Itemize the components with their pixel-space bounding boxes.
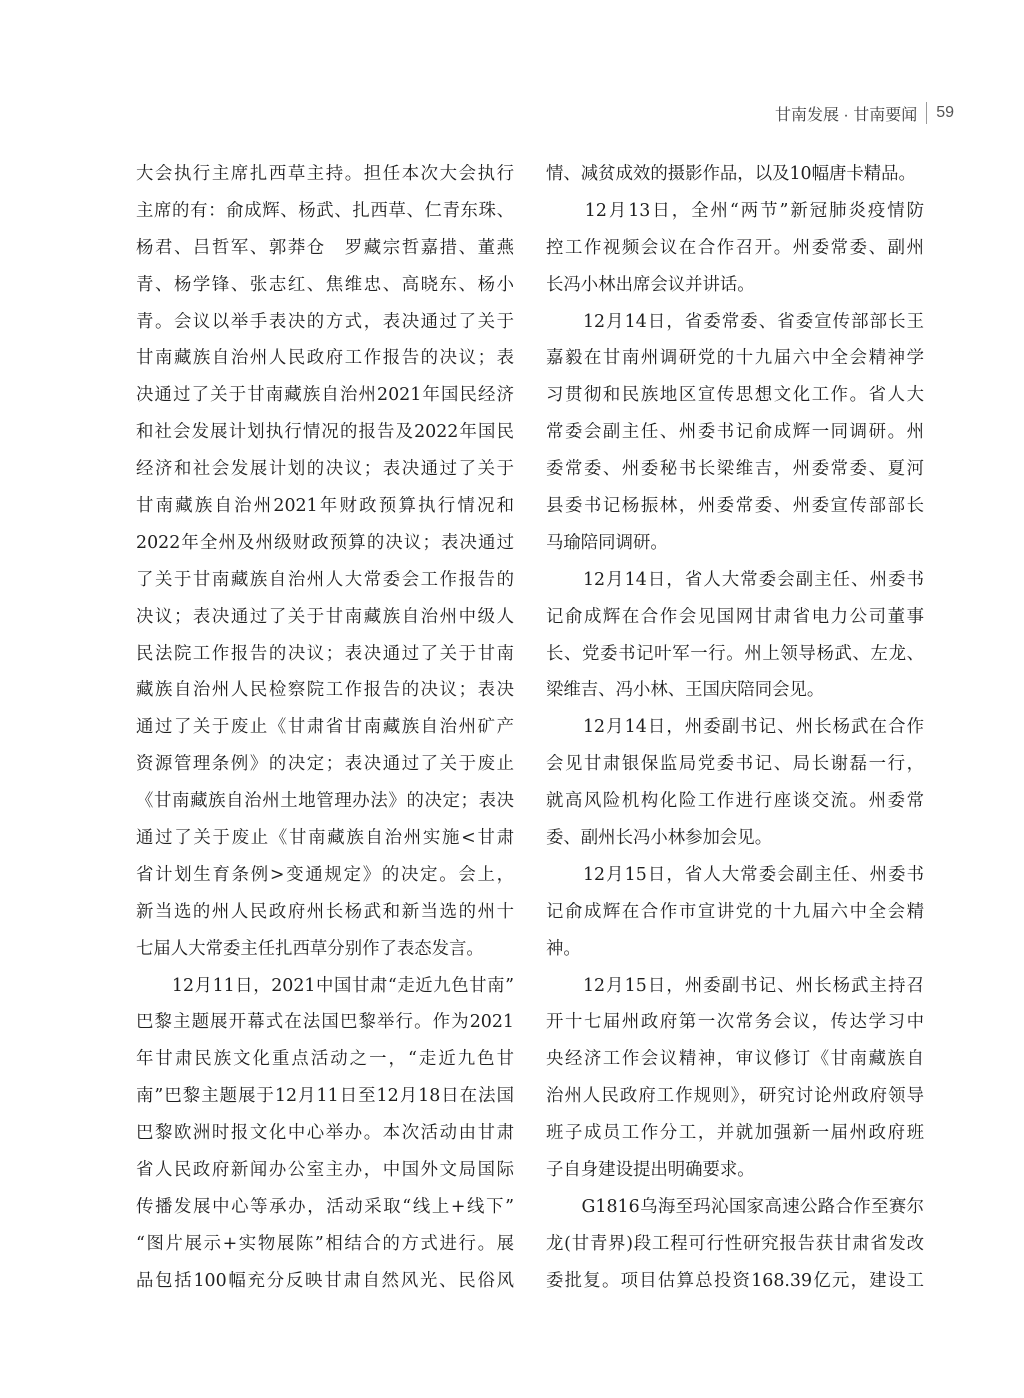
text-line: 民法院工作报告的决议；表决通过了关于甘南 [136,643,514,664]
text-line: 记俞成辉在合作市宣讲党的十九届六中全会精 [546,901,924,922]
text-line: 甘南藏族自治州2021年财政预算执行情况和 [136,496,514,517]
text-line: 经济和社会发展计划的决议；表决通过了关于 [136,459,514,480]
text-line: 就高风险机构化险工作进行座谈交流。州委常 [546,791,924,812]
text-line: 和社会发展计划执行情况的报告及2022年国民 [136,422,514,443]
text-line: 会见甘肃银保监局党委书记、局长谢磊一行， [546,754,924,775]
text-line: 12月11日，2021中国甘肃“走近九色甘南” [136,975,514,996]
text-line: 县委书记杨振林，州委常委、州委宣传部部长 [546,496,924,517]
text-line: 习贯彻和民族地区宣传思想文化工作。省人大 [546,385,924,406]
text-line: 通过了关于废止《甘肃省甘南藏族自治州矿产 [136,717,514,738]
text-line: 年甘肃民族文化重点活动之一，“走近九色甘 [136,1049,514,1070]
text-line: 情、减贫成效的摄影作品，以及10幅唐卡精品。 [546,164,916,184]
text-line: 通过了关于废止《甘南藏族自治州实施<甘肃 [136,828,514,849]
text-line: 12月14日，省委常委、省委宣传部部长王 [546,311,924,332]
text-line: 省人民政府新闻办公室主办，中国外文局国际 [136,1160,514,1181]
text-line: 传播发展中心等承办，活动采取“线上+线下” [136,1196,514,1217]
header-divider [926,102,927,124]
section-title: 甘南发展 · 甘南要闻 [774,106,918,124]
text-line: 马瑜陪同调研。 [546,532,668,553]
text-line: 决议；表决通过了关于甘南藏族自治州中级人 [136,606,514,627]
left-text-column [136,156,514,1300]
text-line: 12月15日，州委副书记、州长杨武主持召 [546,975,924,996]
text-line: 资源管理条例》的决定；表决通过了关于废止 [136,754,514,775]
text-line: 新当选的州人民政府州长杨武和新当选的州十 [136,901,514,922]
text-line: 12月15日，省人大常委会副主任、州委书 [546,864,924,885]
text-line: 巴黎主题展开幕式在法国巴黎举行。作为2021 [136,1012,514,1033]
text-line: 神。 [546,938,581,959]
text-line: 控工作视频会议在合作召开。州委常委、副州 [546,237,924,258]
text-line: 藏族自治州人民检察院工作报告的决议；表决 [136,680,514,701]
text-line: 了关于甘南藏族自治州人大常委会工作报告的 [136,569,514,590]
text-line: 杨君、吕哲军、郭莽仓 罗藏宗哲嘉措、董燕 [136,237,514,258]
text-line: 委、副州长冯小林参加会见。 [546,828,773,849]
text-line: 龙(甘青界)段工程可行性研究报告获甘肃省发改 [546,1233,924,1254]
text-line: 长、党委书记叶军一行。州上领导杨武、左龙、 [546,643,924,664]
text-line: 治州人民政府工作规则》，研究讨论州政府领导 [546,1086,924,1107]
text-line: 省计划生育条例>变通规定》的决定。会上， [136,864,514,885]
text-line: 决通过了关于甘南藏族自治州2021年国民经济 [136,385,514,406]
text-line: “图片展示+实物展陈”相结合的方式进行。展 [136,1233,514,1254]
right-text-column [546,156,924,1300]
text-line: 甘南藏族自治州人民政府工作报告的决议；表 [136,348,514,369]
text-line: 12月14日，省人大常委会副主任、州委书 [546,569,924,590]
text-line: 2022年全州及州级财政预算的决议；表决通过 [136,532,514,553]
page-number: 59 [936,104,954,121]
text-line: 子自身建设提出明确要求。 [546,1160,755,1181]
text-line: 记俞成辉在合作会见国网甘肃省电力公司董事 [546,606,924,627]
text-line: 12月14日，州委副书记、州长杨武在合作 [546,717,924,738]
text-line: G1816乌海至玛沁国家高速公路合作至赛尔 [546,1196,924,1217]
text-line: 大会执行主席扎西草主持。担任本次大会执行 [136,164,514,184]
text-line: 长冯小林出席会议并讲话。 [546,274,755,295]
text-line: 班子成员工作分工，并就加强新一届州政府班 [546,1123,924,1144]
text-line: 品包括100幅充分反映甘肃自然风光、民俗风 [136,1270,514,1291]
text-line: 《甘南藏族自治州土地管理办法》的决定；表决 [136,791,514,812]
text-line: 主席的有：俞成辉、杨武、扎西草、仁青东珠、 [136,200,514,221]
text-line: 常委会副主任、州委书记俞成辉一同调研。州 [546,422,924,443]
text-line: 委批复。项目估算总投资168.39亿元，建设工 [546,1270,924,1291]
text-line: 南”巴黎主题展于12月11日至12月18日在法国 [136,1086,514,1107]
text-line: 青。会议以举手表决的方式，表决通过了关于 [136,311,514,332]
text-line: 巴黎欧洲时报文化中心举办。本次活动由甘肃 [136,1123,514,1144]
text-line: 央经济工作会议精神，审议修订《甘南藏族自 [546,1049,924,1070]
text-line: 梁维吉、冯小林、王国庆陪同会见。 [546,680,825,701]
text-line: 七届人大常委主任扎西草分别作了表态发言。 [136,938,484,959]
text-line: 嘉毅在甘南州调研党的十九届六中全会精神学 [546,348,924,369]
text-line: 12月13日，全州“两节”新冠肺炎疫情防 [546,200,924,221]
running-header [775,100,954,126]
text-line: 委常委、州委秘书长梁维吉，州委常委、夏河 [546,459,924,480]
text-line: 开十七届州政府第一次常务会议，传达学习中 [546,1012,924,1033]
text-line: 青、杨学锋、张志红、焦维忠、高晓东、杨小 [136,274,514,295]
